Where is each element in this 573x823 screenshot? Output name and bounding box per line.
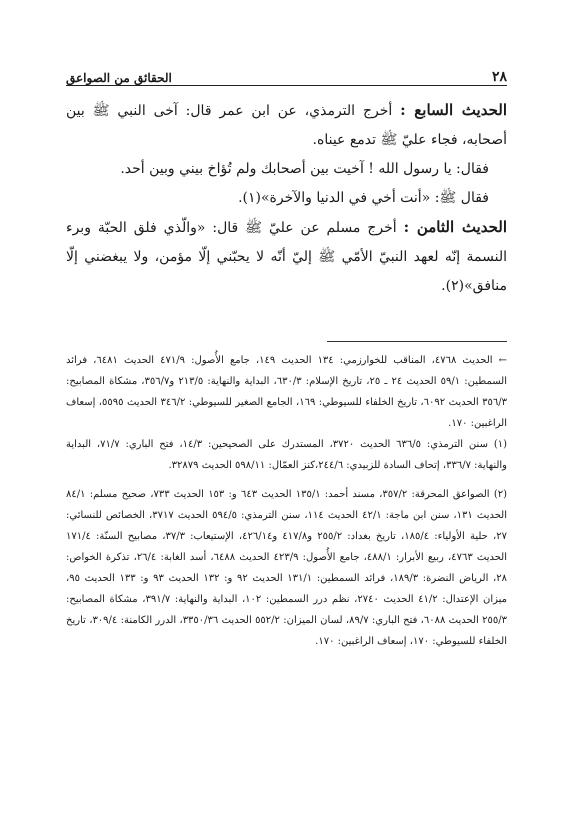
paragraph-question: فقال: يا رسول الله ! آخيت بين أصحابك ولم تُؤاخ بيني وبين أحد.: [120, 161, 489, 177]
page-number: ٢٨: [491, 69, 507, 85]
running-header: [66, 63, 507, 85]
header-rule: [66, 85, 507, 86]
paragraph-answer: فقال ﷺ: «أنت أخي في الدنيا والآخرة»(١).: [238, 190, 489, 206]
footnote-1: (١) سنن الترمذي: ٦٣٦/٥ الحديث ٣٧٢٠، المستدرك على الصحيحين: ١٤/٣، فتح الباري: ٧١/٧، البداية والنهاية: ٣٣٦/٧، إتحاف السادة للزبيدي: ٢٤٤/٦،كنز العمّال: ٥٩٨/١١ الحديث ٣٢٨٧٩.: [66, 439, 508, 471]
hadith-8-title: الحديث الثامن :: [403, 218, 508, 236]
running-title: الحقائق من الصواعق: [66, 71, 172, 85]
footnote-2: (٢) الصواعق المحرقة: ٣٥٧/٢، مسند أحمد: ١٣٥/١ الحديث ٦٤٣ و: ١٥٣ الحديث ٧٣٣، صحيح مسلم: ٨٤/١ الحديث ١٣١، سنن ابن ماجة: ٤٢/١ الحديث ١١٤، سنن الترمذي: ٥٩٤/٥ الحديث ٣٧١٧، الخصائص للنسائي: ٢٧، حلية الأولياء: ١٨٥/٤، تاريخ بغداد: ٢٥٥/٢ و٤١٧/٨ و٤٢٦/١٤، الإستيعاب: ٣٧/٣، مصابيح السنّة: ١٧١/٤ الحديث ٤٧٦٣، ربيع الأبرار: ٤٨٨/١، جامع الأُصول: ٤٢٣/٩ الحديث ٦٤٨٨، أسد الغابة: ٢٦/٤، تذكرة الخواص: ٢٨، الرياض النضرة: ١٨٩/٣، فرائد السمطين: ١٣١/١ الحديث ٩٢ و: ١٣٢ الحديث ٩٣ و: ١٣٣ الحديث ٩٥، ميزان الإعتدال: ٤١/٢ الحديث ٢٧٤٠، نظم درر السمطين: ١٠٢، البداية والنهاية: ٣٩١/٧، مشكاة المصابيح: ٢٥٥/٣ الحديث ٦٠٨٨، فتح الباري: ٨٩/٧، لسان الميزان: ٥٥٢/٢ الحديث ٣٣٥٠/٣٦، الدرر الكامنة: ٣٠٩/٤، تاريخ الخلفاء للسيوطي: ١٧٠، إسعاف الراغبين: ١٧٠.: [66, 489, 508, 647]
hadith-7-paragraph: [66, 96, 507, 155]
hadith-8-text: أخرج مسلم عن عليّ ﷺ قال: «والّذي فلق الحبّة وبرء النسمة إنّه لعهد النبيّ الأمّي ﷺ إليّ أنّه لا يحبّني إلّا مؤمن، ولا يبغضني إلّا منافق»(٢).: [66, 220, 507, 294]
hadith-7-title: الحديث السابع :: [400, 101, 507, 119]
footnote-continuation: ← الحديث ٤٧٦٨، المناقب للخوارزمي: ١٣٤ الحديث ١٤٩، جامع الأُصول: ٤٧١/٩ الحديث ٦٤٨١، فرائد السمطين: ٥٩/١ الحديث ٢٤ ـ ٢٥، تاريخ الإسلام: ٦٣٠/٣، البداية والنهاية: ٢١٣/٥ و٣٥٦/٧، مشكاة المصابيح: ٣٥٦/٣ الحديث ٦٠٩٢، تاريخ الخلفاء للسيوطي: ١٦٩، الجامع الصغير للسيوطي: ٣٤٦/٢ الحديث ٥٥٩٥، إسعاف الراغبين: ١٧٠.: [66, 355, 508, 429]
main-text: [66, 96, 507, 301]
hadith-8-paragraph: [66, 213, 507, 301]
footnote-separator: [327, 341, 507, 342]
footnotes: [66, 350, 507, 652]
hadith-7-text: أخرج الترمذي، عن ابن عمر قال: آخى النبي ﷺ بين أصحابه، فجاء عليّ ﷺ تدمع عيناه.: [66, 103, 507, 148]
